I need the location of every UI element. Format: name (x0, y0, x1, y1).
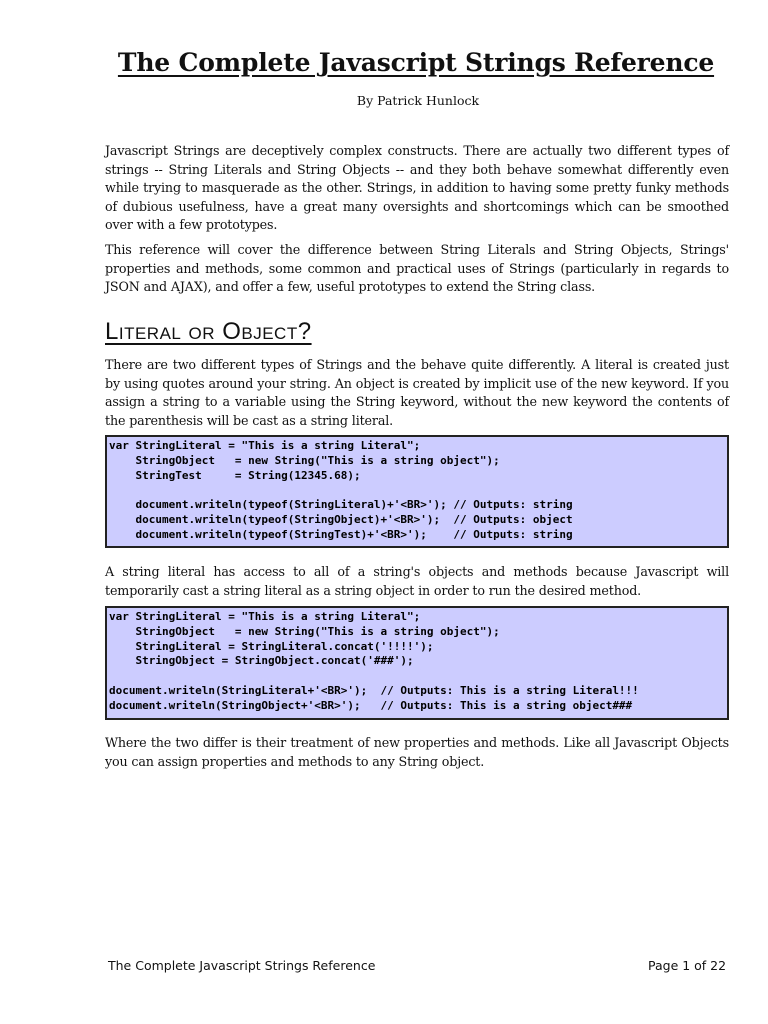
intro-paragraph-1: Javascript Strings are deceptively complex constructs. There are actually two different types of strings -- String Literals and String Objects -- and they both behave somewhat differently even while trying to masquerade as the other. Strings, in addition to having some pretty funky methods of dubious usefulness, have a great many oversights and shortcomings which can be smoothed over with a few prototypes. (105, 143, 729, 232)
footer-title: The Complete Javascript Strings Reference (108, 958, 376, 973)
section-heading: Literal or Object? (105, 318, 312, 345)
section-paragraph-3: Where the two differ is their treatment of new properties and methods. Like all Javascript Objects you can assign properties and methods to any String object. (105, 735, 729, 769)
section-paragraph-1: There are two different types of Strings and the behave quite differently. A literal is created just by using quotes around your string. An object is created by implicit use of the new keyword. If you assign a string to a variable using the String keyword, without the new keyword the contents of the parenthesis will be cast as a string literal. (105, 357, 729, 428)
footer-page-number: Page 1 of 22 (648, 958, 727, 973)
code-block-1: var StringLiteral = "This is a string Literal"; StringObject = new String("This is a string object"); StringTest = String(12345.68); document.writeln(typeof(StringLiteral)+'<BR>'); // Outputs: string document.writeln(typeof(StringObject)+'<BR>'); // Outputs: object document.writeln(typeof(StringTest)+'<BR>'); // Outputs: string (105, 435, 729, 548)
document-title: The Complete Javascript Strings Reference (117, 48, 715, 77)
intro-paragraph-2: This reference will cover the difference between String Literals and String Objects, Strings' properties and methods, some common and practical uses of Strings (particularly in regards to JSON and AJAX), and offer a few, useful prototypes to extend the String class. (105, 242, 729, 294)
author-byline: By Patrick Hunlock (356, 93, 480, 108)
section-paragraph-2: A string literal has access to all of a string's objects and methods because Javascript will temporarily cast a string literal as a string object in order to run the desired method. (105, 564, 729, 598)
code-block-2: var StringLiteral = "This is a string Literal"; StringObject = new String("This is a string object"); StringLiteral = StringLiteral.concat('!!!!'); StringObject = StringObject.concat('###'); document.writeln(StringLiteral+'<BR>'); // Outputs: This is a string Literal!!! document.writeln(StringObject+'<BR>'); // Outputs: This is a string object### (105, 606, 729, 720)
